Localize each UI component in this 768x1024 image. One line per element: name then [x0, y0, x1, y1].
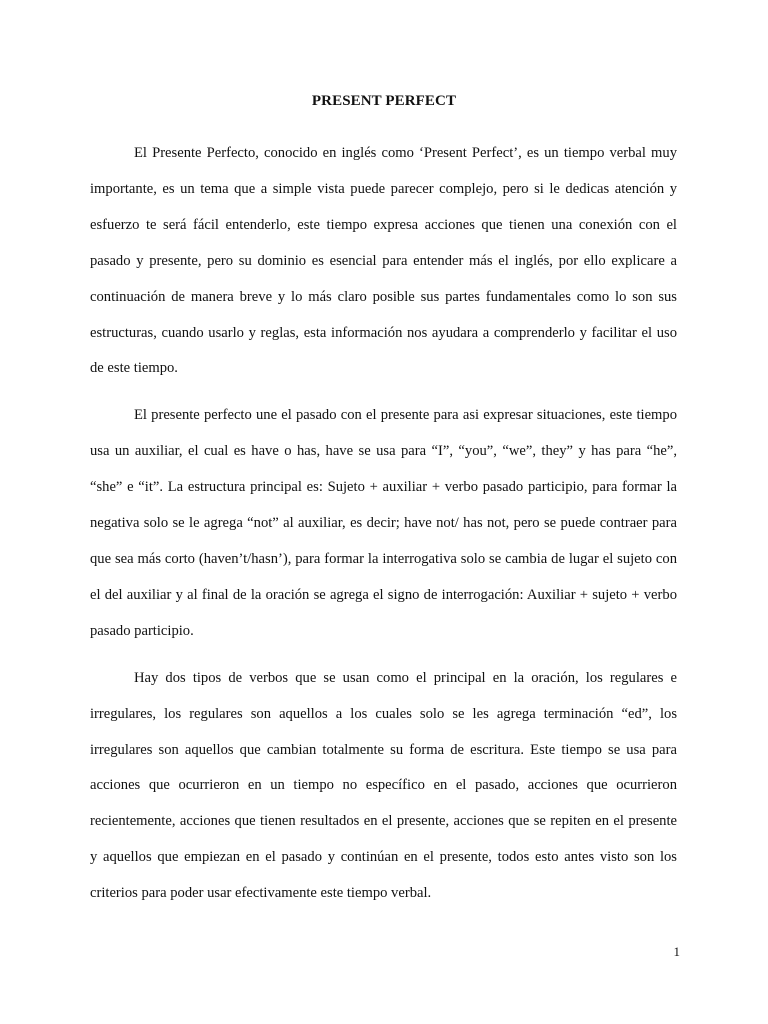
document-title: PRESENT PERFECT: [311, 93, 457, 109]
paragraph-verb-types: Hay dos tipos de verbos que se usan como el principal en la oración, los regulares e irregulares, los regulares son aquellos a los cuales solo se les agrega terminación “ed”, los irregulares son aquellos que cambian totalmente su forma de escritura. Este tiempo se usa para acciones que ocurrieron en un tiempo no específico en el pasado, acciones que ocurrieron recientemente, acciones que tienen resultados en el presente, acciones que se repiten en el presente y aquellos que empiezan en el pasado y continúan en el presente, todos esto antes visto son los criterios para poder usar efectivamente este tiempo verbal.: [90, 669, 677, 902]
page-number: 1: [673, 944, 680, 959]
paragraph-structure: El presente perfecto une el pasado con el presente para asi expresar situaciones, este tiempo usa un auxiliar, el cual es have o has, have se usa para “I”, “you”, “we”, they” y has para “he”, “she” e “it”. La estructura principal es: Sujeto + auxiliar + verbo pasado participio, para formar la negativa solo se le agrega “not” al auxiliar, es decir; have not/ has not, pero se puede contraer para que sea más corto (haven’t/hasn’), para formar la interrogativa solo se cambia de lugar el sujeto con el del auxiliar y al final de la oración se agrega el signo de interrogación: Auxiliar + sujeto + verbo pasado participio.: [90, 407, 677, 639]
paragraph-introduction: El Presente Perfecto, conocido en inglés como ‘Present Perfect’, es un tiempo verbal muy importante, es un tema que a simple vista puede parecer complejo, pero si le dedicas atención y esfuerzo te será fácil entenderlo, este tiempo expresa acciones que tienen una conexión con el pasado y presente, pero su dominio es esencial para entender más el inglés, por ello explicare a continuación de manera breve y lo más claro posible sus partes fundamentales como lo son sus estructuras, cuando usarlo y reglas, esta información nos ayudara a comprenderlo y facilitar el uso de este tiempo.: [90, 145, 677, 377]
document-body: [90, 136, 677, 912]
